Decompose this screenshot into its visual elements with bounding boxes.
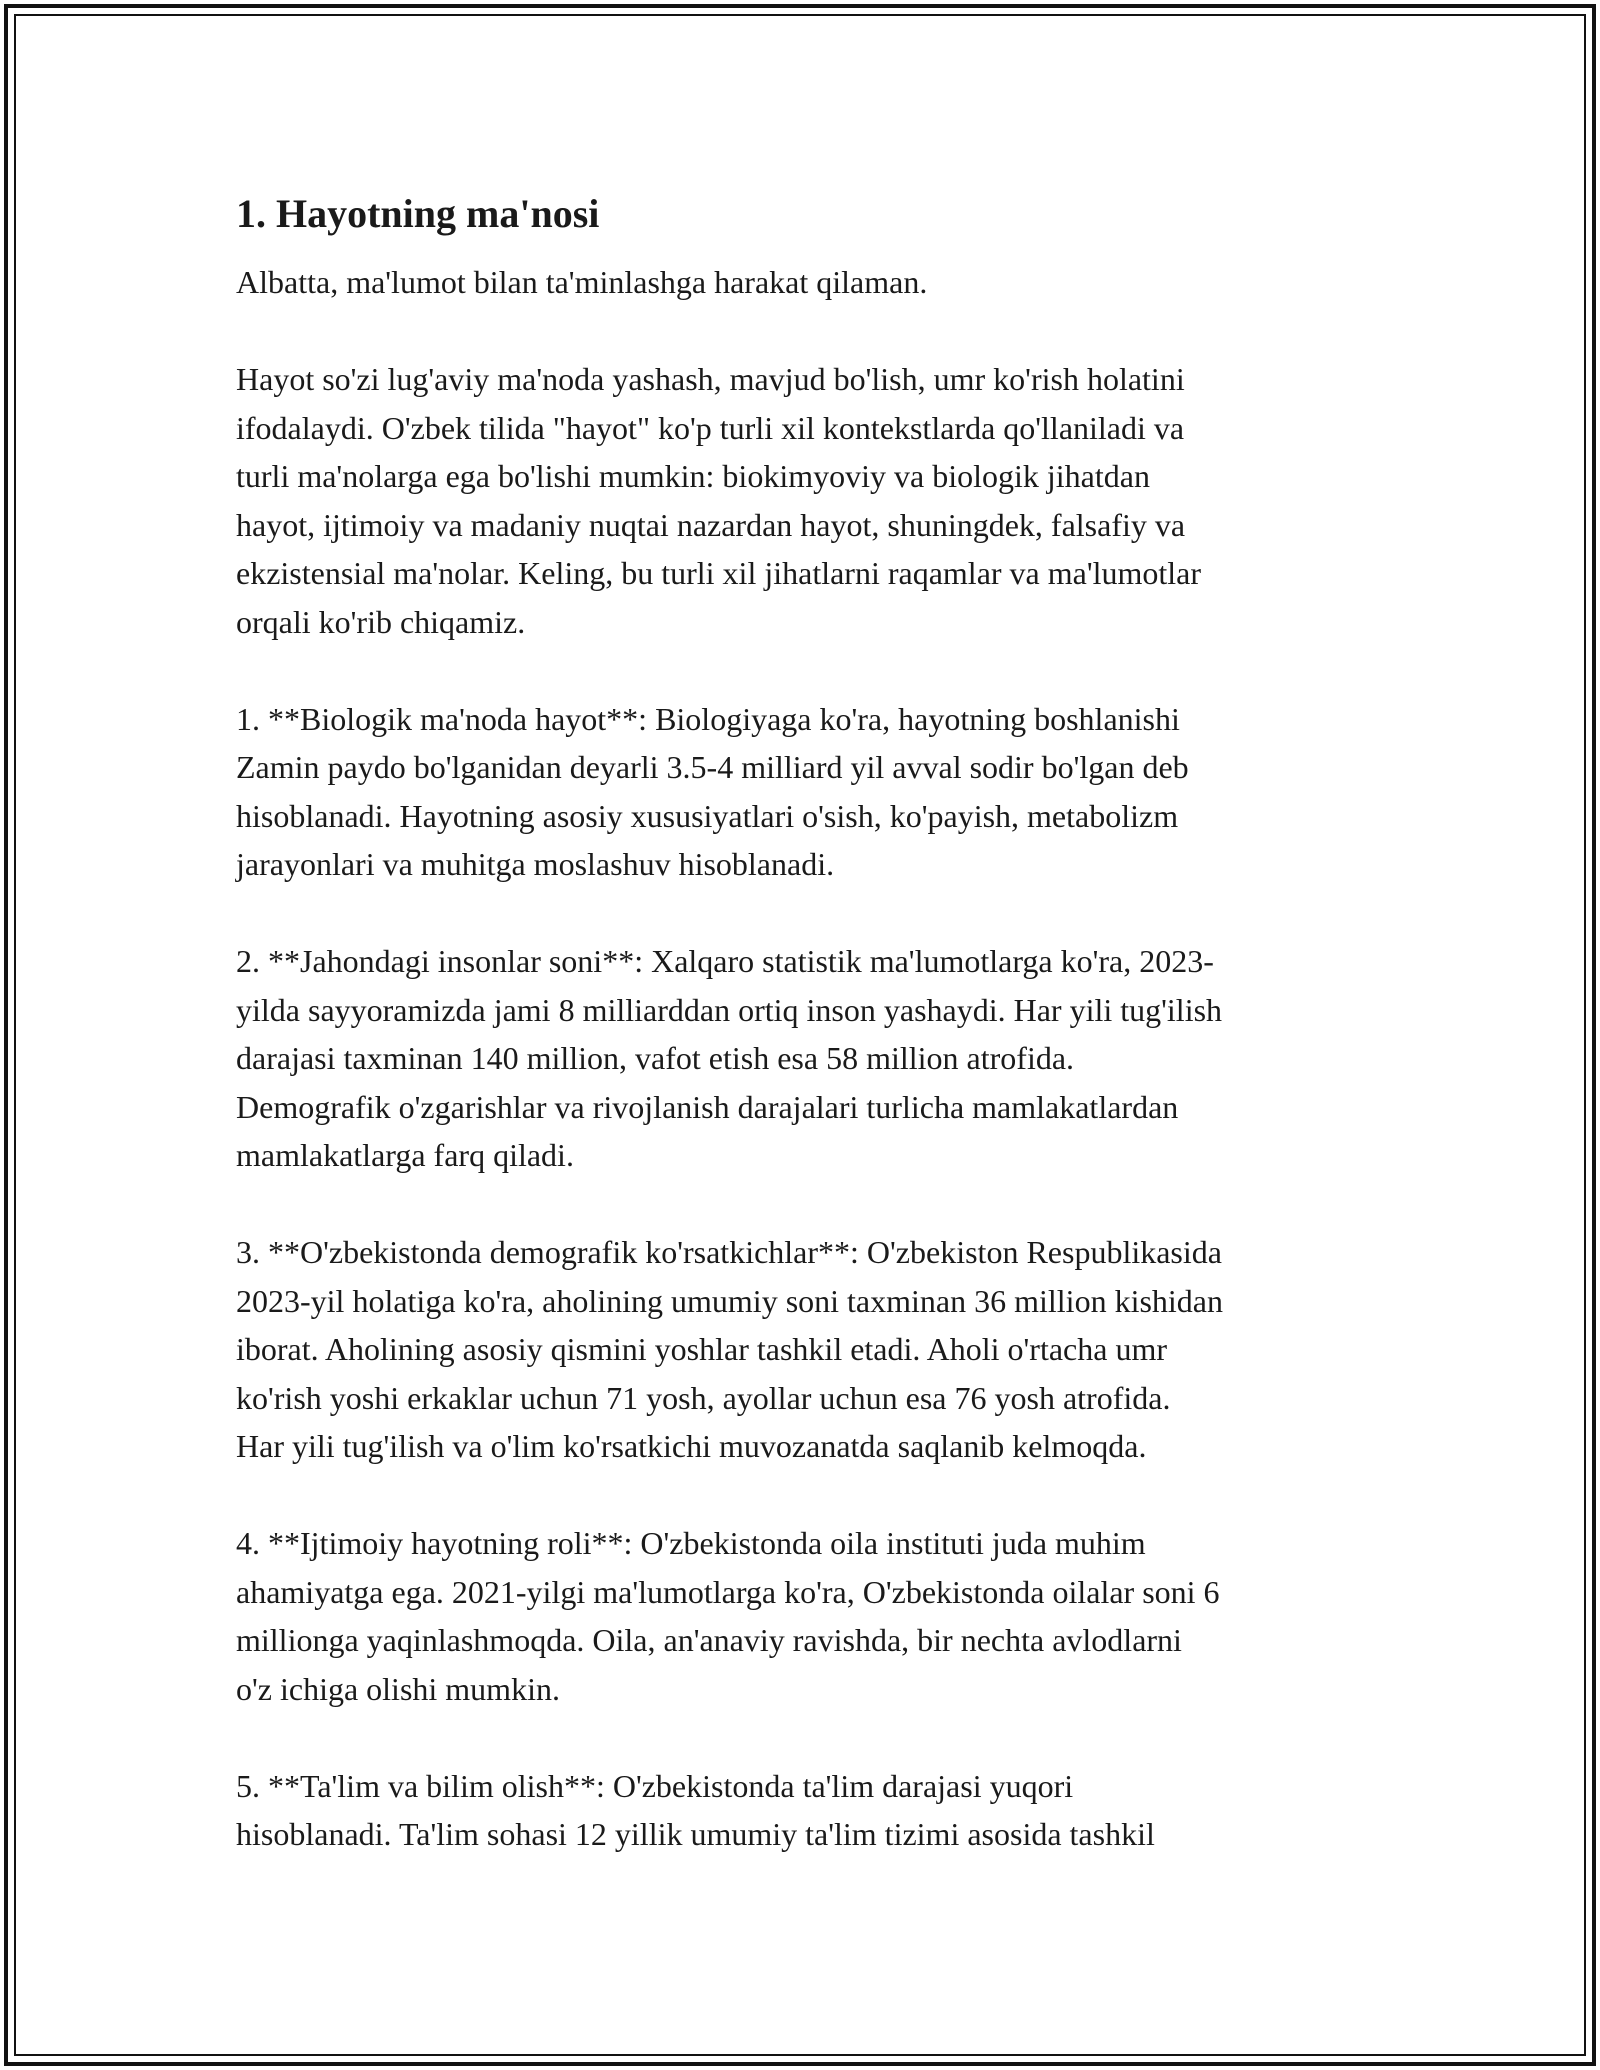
text-line: ko'rish yoshi erkaklar uchun 71 yosh, ayollar uchun esa 76 yosh atrofida. [236, 1379, 1171, 1416]
text-line: 1. **Biologik ma'noda hayot**: Biologiyaga ko'ra, hayotning boshlanishi [236, 700, 1180, 737]
text-line: 3. **O'zbekistonda demografik ko'rsatkichlar**: O'zbekiston Respublikasida [236, 1234, 1222, 1270]
text-line: jarayonlari va muhitga moslashuv hisoblanadi. [236, 846, 835, 882]
page-title: 1. Hayotning ma'nosi [236, 191, 600, 236]
text-line: o'z ichiga olishi mumkin. [236, 1670, 560, 1707]
paragraph-item-3 [236, 1228, 1386, 1471]
text-line: yilda sayyoramizda jami 8 milliarddan ortiq inson yashaydi. Har yili tug'ilish [236, 991, 1223, 1028]
text-line: Har yili tug'ilish va o'lim ko'rsatkichi muvozanatda saqlanib kelmoqda. [236, 1428, 1147, 1464]
paragraph-definition [236, 355, 1386, 646]
text-line: 2023-yil holatiga ko'ra, aholining umumiy soni taxminan 36 million kishidan [236, 1282, 1223, 1319]
text-line: 4. **Ijtimoiy hayotning roli**: O'zbekistonda oila instituti juda muhim [236, 1525, 1146, 1561]
text-line: millionga yaqinlashmoqda. Oila, an'anaviy ravishda, bir nechta avlodlarni [236, 1622, 1182, 1658]
text-line: 5. **Ta'lim va bilim olish**: O'zbekistonda ta'lim darajasi yuqori [236, 1767, 1074, 1804]
paragraph-item-1 [236, 695, 1386, 889]
text-line: turli ma'nolarga ega bo'lishi mumkin: biokimyoviy va biologik jihatdan [236, 458, 1150, 494]
text-line: hayot, ijtimoiy va madaniy nuqtai nazardan hayot, shuningdek, falsafiy va [236, 506, 1186, 543]
text-line: ekzistensial ma'nolar. Keling, bu turli xil jihatlarni raqamlar va ma'lumotlar [236, 555, 1202, 591]
paragraph-item-2 [236, 937, 1386, 1180]
text-line: darajasi taxminan 140 million, vafot etish esa 58 million atrofida. [236, 1040, 1075, 1076]
text-line: Zamin paydo bo'lganidan deyarli 3.5-4 milliard yil avval sodir bo'lgan deb [236, 749, 1189, 785]
text-line: hisoblanadi. Hayotning asosiy xususiyatlari o'sish, ko'payish, metabolizm [236, 797, 1179, 834]
text-line: mamlakatlarga farq qiladi. [236, 1137, 574, 1173]
text-line: Demografik o'zgarishlar va rivojlanish darajalari turlicha mamlakatlardan [236, 1088, 1179, 1125]
text-line: Hayot so'zi lug'aviy ma'noda yashash, mavjud bo'lish, umr ko'rish holatini [236, 361, 1185, 397]
paragraph-intro [236, 258, 1386, 307]
text-line: ifodalaydi. O'zbek tilida "hayot" ko'p turli xil kontekstlarda qo'llaniladi va [236, 409, 1185, 446]
paragraph-item-4 [236, 1519, 1386, 1713]
text-line: 2. **Jahondagi insonlar soni**: Xalqaro statistik ma'lumotlarga ko'ra, 2023- [236, 943, 1214, 979]
text-line: ahamiyatga ega. 2021-yilgi ma'lumotlarga ko'ra, O'zbekistonda oilalar soni 6 [236, 1573, 1220, 1610]
text-line: Albatta, ma'lumot bilan ta'minlashga harakat qilaman. [236, 264, 928, 300]
text-line: orqali ko'rib chiqamiz. [236, 603, 526, 640]
paragraph-item-5 [236, 1762, 1386, 1859]
text-line: hisoblanadi. Ta'lim sohasi 12 yillik umumiy ta'lim tizimi asosida tashkil [236, 1816, 1155, 1852]
text-line: iborat. Aholining asosiy qismini yoshlar tashkil etadi. Aholi o'rtacha umr [236, 1331, 1167, 1367]
document-body [236, 186, 1386, 1907]
